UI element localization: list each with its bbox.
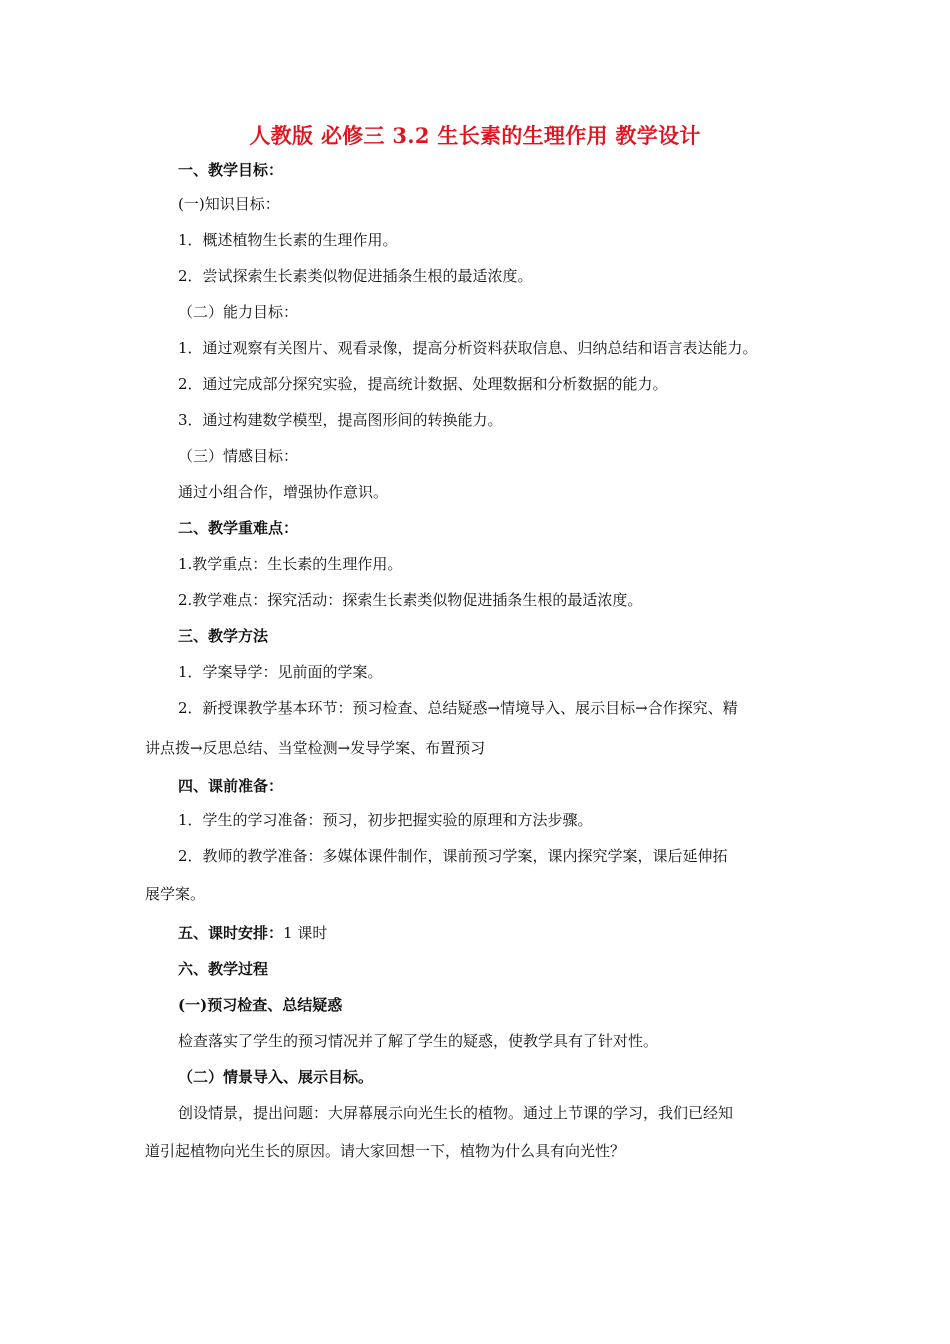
- section-3-heading: 三、教学方法: [178, 627, 269, 645]
- prep-item-2-line-2: 展学案。: [145, 885, 206, 903]
- section-2-heading: 二、教学重难点：: [178, 519, 299, 537]
- ability-item-1: 1．通过观察有关图片、观看录像，提高分析资料获取信息、归纳总结和语言表达能力。: [178, 339, 758, 357]
- method-item-2-line-2: 讲点拨→反思总结、当堂检测→发导学案、布置预习: [145, 739, 486, 757]
- section-4-heading: 四、课前准备：: [178, 777, 284, 795]
- ability-item-2: 2．通过完成部分探究实验，提高统计数据、处理数据和分析数据的能力。: [178, 375, 668, 393]
- prep-item-1: 1．学生的学习准备：预习，初步把握实验的原理和方法步骤。: [178, 811, 593, 829]
- process-1-text: 检查落实了学生的预习情况并了解了学生的疑惑，使教学具有了针对性。: [178, 1032, 659, 1050]
- document-title: 人教版 必修三 3.2 生长素的生理作用 教学设计: [249, 123, 701, 148]
- process-2-line-2: 道引起植物向光生长的原因。请大家回想一下，植物为什么具有向光性？: [145, 1142, 626, 1160]
- method-item-1: 1．学案导学：见前面的学案。: [178, 663, 383, 681]
- section-5-value: 1 课时: [283, 924, 328, 942]
- section-1-heading: 一、教学目标：: [178, 161, 284, 179]
- knowledge-item-2: 2．尝试探索生长素类似物促进插条生根的最适浓度。: [178, 267, 533, 285]
- process-1-heading: (一)预习检查、总结疑惑: [178, 996, 343, 1014]
- section-6-heading: 六、教学过程: [178, 960, 269, 978]
- process-2-heading: （二）情景导入、展示目标。: [178, 1068, 374, 1086]
- section-1-sub-emotion: （三）情感目标：: [178, 447, 299, 465]
- emotion-text: 通过小组合作，增强协作意识。: [178, 483, 389, 501]
- prep-item-2-line-1: 2．教师的教学准备：多媒体课件制作，课前预习学案，课内探究学案，课后延伸拓: [178, 847, 728, 865]
- difficult-point: 2.教学难点：探究活动：探索生长素类似物促进插条生根的最适浓度。: [178, 591, 643, 609]
- process-2-line-1: 创设情景，提出问题：大屏幕展示向光生长的植物。通过上节课的学习，我们已经知: [178, 1104, 734, 1122]
- ability-item-3: 3．通过构建数学模型，提高图形间的转换能力。: [178, 411, 503, 429]
- section-5-heading: 五、课时安排：: [178, 924, 284, 942]
- knowledge-item-1: 1．概述植物生长素的生理作用。: [178, 231, 398, 249]
- section-1-sub-knowledge: (一)知识目标：: [178, 195, 280, 213]
- key-point: 1.教学重点：生长素的生理作用。: [178, 555, 403, 573]
- method-item-2-line-1: 2．新授课教学基本环节：预习检查、总结疑惑→情境导入、展示目标→合作探究、精: [178, 699, 738, 717]
- section-1-sub-ability: （二）能力目标：: [178, 303, 299, 321]
- section-5-line: [178, 923, 327, 943]
